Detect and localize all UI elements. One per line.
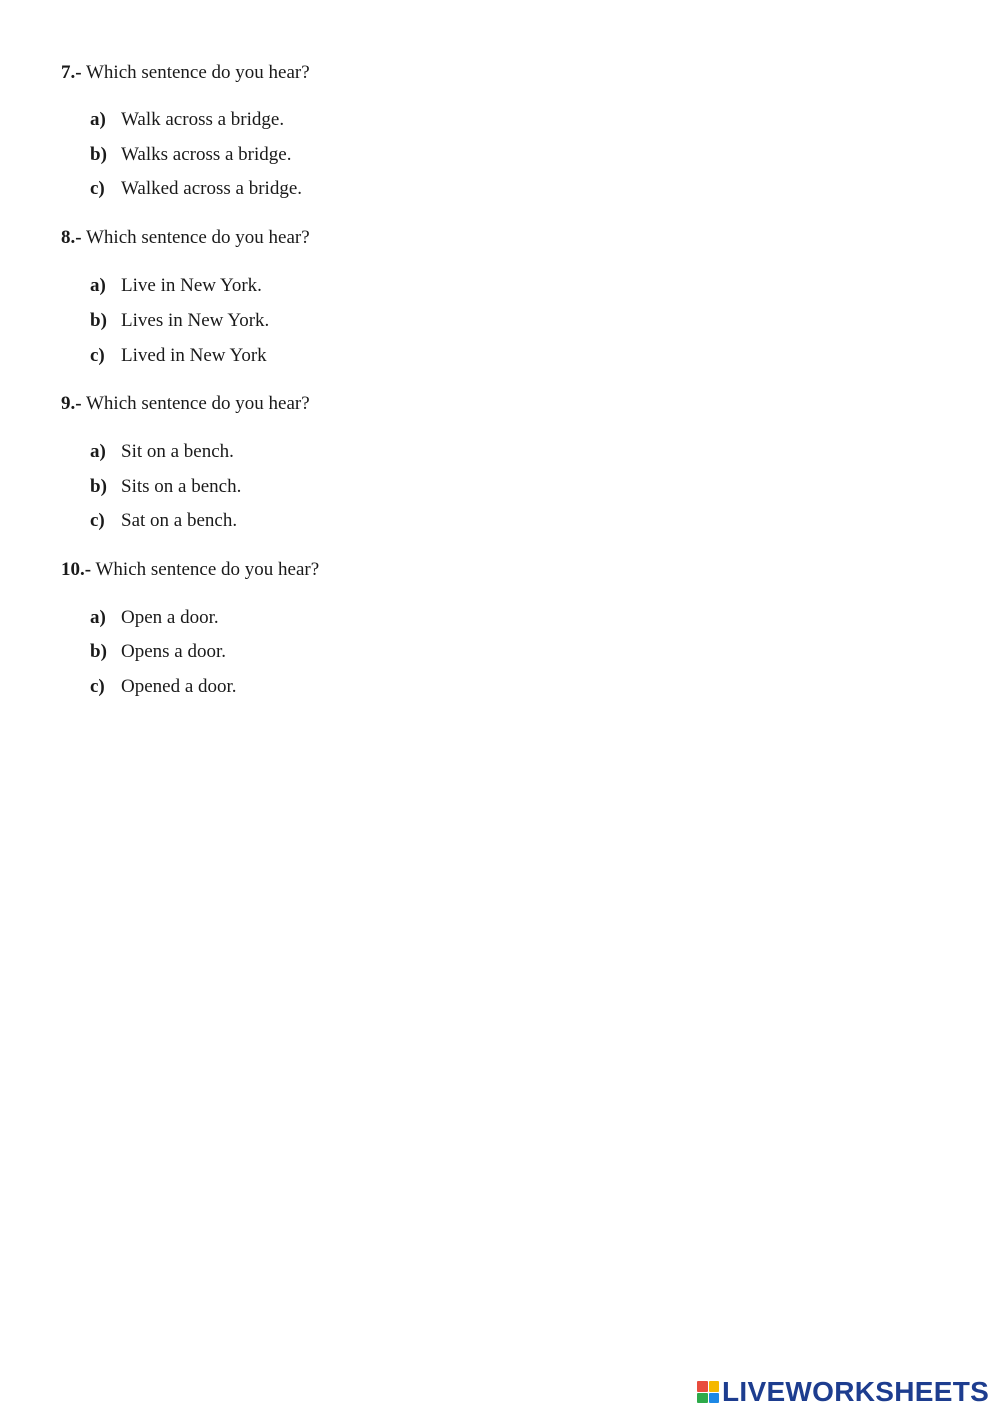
option-letter: c) <box>90 178 105 199</box>
option-text: Sits on a bench. <box>121 476 242 497</box>
option-text: Opened a door. <box>121 676 237 697</box>
question-10 <box>61 558 319 582</box>
option-text: Lived in New York <box>121 345 267 366</box>
option-letter: b) <box>90 310 107 331</box>
option-letter: a) <box>90 607 106 628</box>
question-7-option-c[interactable] <box>90 177 302 201</box>
question-9 <box>61 392 310 416</box>
option-text: Opens a door. <box>121 641 227 662</box>
option-text: Walks across a bridge. <box>121 144 292 165</box>
option-text: Walked across a bridge. <box>121 178 303 199</box>
question-10-option-b[interactable] <box>90 640 226 664</box>
question-8 <box>61 226 310 250</box>
question-7 <box>61 61 310 85</box>
option-letter: a) <box>90 109 106 130</box>
option-letter: a) <box>90 441 106 462</box>
option-letter: b) <box>90 641 107 662</box>
question-number: 7.- <box>61 62 82 83</box>
question-10-option-c[interactable] <box>90 675 237 699</box>
liveworksheets-logo <box>697 1377 989 1407</box>
option-letter: a) <box>90 275 106 296</box>
question-prompt: Which sentence do you hear? <box>86 62 310 83</box>
question-prompt: Which sentence do you hear? <box>86 393 310 414</box>
question-prompt: Which sentence do you hear? <box>95 559 320 580</box>
question-7-option-a[interactable] <box>90 108 284 132</box>
option-text: Lives in New York. <box>121 310 270 331</box>
option-letter: c) <box>90 676 105 697</box>
option-text: Open a door. <box>121 607 219 628</box>
question-8-option-a[interactable] <box>90 274 262 298</box>
question-8-option-c[interactable] <box>90 344 267 368</box>
question-10-option-a[interactable] <box>90 606 219 630</box>
logo-square-icon <box>709 1381 720 1392</box>
option-text: Live in New York. <box>121 275 262 296</box>
option-text: Walk across a bridge. <box>121 109 285 130</box>
logo-square-icon <box>709 1393 720 1404</box>
option-letter: b) <box>90 144 107 165</box>
question-number: 8.- <box>61 227 82 248</box>
question-9-option-c[interactable] <box>90 509 237 533</box>
question-9-option-b[interactable] <box>90 475 241 499</box>
question-number: 9.- <box>61 393 82 414</box>
question-prompt: Which sentence do you hear? <box>86 227 310 248</box>
question-number: 10.- <box>61 559 92 580</box>
logo-text: LIVEWORKSHEETS <box>722 1376 990 1407</box>
question-9-option-a[interactable] <box>90 440 234 464</box>
option-letter: c) <box>90 345 105 366</box>
question-8-option-b[interactable] <box>90 309 269 333</box>
option-text: Sit on a bench. <box>121 441 234 462</box>
question-7-option-b[interactable] <box>90 143 291 167</box>
logo-square-icon <box>697 1381 708 1392</box>
logo-square-icon <box>697 1393 708 1404</box>
option-letter: c) <box>90 510 105 531</box>
option-text: Sat on a bench. <box>121 510 238 531</box>
liveworksheets-logo-icon <box>697 1381 719 1403</box>
option-letter: b) <box>90 476 107 497</box>
